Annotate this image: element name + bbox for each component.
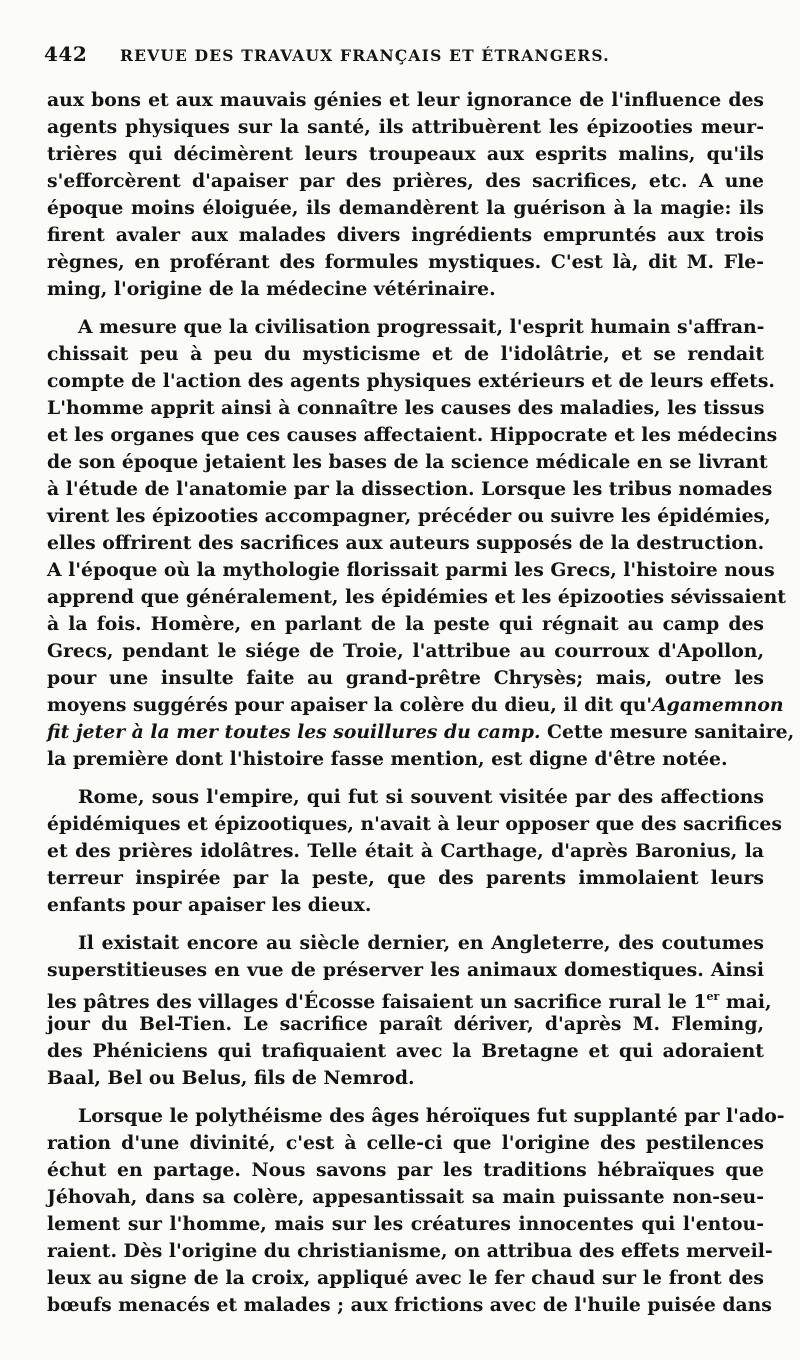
italic-name-agamemnon: Agamemnon: [652, 694, 784, 716]
text-line: lement sur l'homme, mais sur les créatures innocentes qui l'entou-: [47, 1213, 764, 1235]
text-line: échut en partage. Nous savons par les traditions hébraïques que: [47, 1159, 764, 1181]
text-line: [47, 719, 795, 745]
text-line: Jéhovah, dans sa colère, appesantissait sa main puissante non-seu-: [47, 1186, 764, 1208]
text-line: firent avaler aux malades divers ingrédients empruntés aux trois: [47, 224, 764, 246]
text-line: à l'étude de l'anatomie par la dissection. Lorsque les tribus nomades: [47, 478, 773, 500]
text-line: agents physiques sur la santé, ils attribuèrent les épizooties meur-: [47, 116, 764, 138]
text-segment: les pâtres des villages d'Écosse faisaient un sacrifice rural le 1: [47, 991, 707, 1013]
text-line: terreur inspirée par la peste, que des parents immolaient leurs: [47, 867, 764, 889]
text-line: Grecs, pendant le siége de Troie, l'attribue au courroux d'Apollon,: [47, 640, 764, 662]
text-line: des Phéniciens qui trafiquaient avec la Bretagne et qui adoraient: [47, 1040, 764, 1062]
text-line: superstitieuses en vue de préserver les animaux domestiques. Ainsi: [47, 959, 764, 981]
text-line: règnes, en proférant des formules mystiques. C'est là, dit M. Fle-: [47, 251, 764, 273]
text-line: Baal, Bel ou Belus, fils de Nemrod.: [47, 1067, 415, 1089]
text-line: enfants pour apaiser les dieux.: [47, 894, 372, 916]
text-line: Rome, sous l'empire, qui fut si souvent visitée par des affections: [78, 786, 764, 808]
text-line: s'efforcèrent d'apaiser par des prières, des sacrifices, etc. A une: [47, 170, 764, 192]
text-line: chissait peu à peu du mysticisme et de l'idolâtrie, et se rendait: [47, 343, 764, 365]
text-line: époque moins éloiguée, ils demandèrent la guérison à la magie: ils: [47, 197, 764, 219]
text-line: leux au signe de la croix, appliqué avec le fer chaud sur le front des: [47, 1267, 764, 1289]
text-line: la première dont l'histoire fasse mention, est digne d'être notée.: [47, 748, 728, 770]
text-segment: Cette mesure sanitaire,: [540, 721, 795, 743]
text-line: bœufs menacés et malades ; aux frictions avec de l'huile puisée dans: [47, 1294, 772, 1316]
text-line: L'homme apprit ainsi à connaître les causes des maladies, les tissus: [47, 397, 765, 419]
text-line: pour une insulte faite au grand-prêtre Chrysès; mais, outre les: [47, 667, 764, 689]
text-line: aux bons et aux mauvais génies et leur ignorance de l'influence des: [47, 89, 764, 111]
text-line: A l'époque où la mythologie florissait parmi les Grecs, l'histoire nous: [47, 559, 775, 581]
text-segment: mai,: [719, 991, 772, 1013]
superscript: er: [706, 990, 720, 1003]
text-line: et les organes que ces causes affectaient. Hippocrate et les médecins: [47, 424, 778, 446]
text-line: [47, 692, 784, 718]
text-line: et des prières idolâtres. Telle était à Carthage, d'après Baronius, la: [47, 840, 764, 862]
text-line: Lorsque le polythéisme des âges héroïques fut supplanté par l'ado-: [78, 1105, 785, 1127]
text-line: jour du Bel-Tien. Le sacrifice paraît dériver, d'après M. Fleming,: [47, 1013, 764, 1035]
text-line: apprend que généralement, les épidémies et les épizooties sévissaient: [47, 586, 786, 608]
text-line: trières qui décimèrent leurs troupeaux aux esprits malins, qu'ils: [47, 143, 764, 165]
text-line: de son époque jetaient les bases de la science médicale en se livrant: [47, 451, 768, 473]
text-line: [47, 984, 772, 1013]
text-line: virent les épizooties accompagner, précéder ou suivre les épidémies,: [47, 505, 771, 527]
text-line: raient. Dès l'origine du christianisme, on attribua des effets merveil-: [47, 1240, 773, 1262]
text-line: ming, l'origine de la médecine vétérinaire.: [47, 278, 496, 300]
running-title: REVUE DES TRAVAUX FRANÇAIS ET ÉTRANGERS.: [120, 46, 610, 65]
page-number: 442: [44, 42, 88, 66]
text-line: elles offrirent des sacrifices aux auteurs supposés de la destruction.: [47, 532, 765, 554]
text-line: compte de l'action des agents physiques extérieurs et de leurs effets.: [47, 370, 775, 392]
text-line: A mesure que la civilisation progressait, l'esprit humain s'affran-: [78, 316, 765, 338]
text-line: à la fois. Homère, en parlant de la peste qui régnait au camp des: [47, 613, 764, 635]
text-line: ration d'une divinité, c'est à celle-ci que l'origine des pestilences: [47, 1132, 764, 1154]
italic-quote: fit jeter à la mer toutes les souillures du camp.: [47, 721, 541, 743]
text-line: épidémiques et épizootiques, n'avait à leur opposer que des sacrifices: [47, 813, 782, 835]
text-line: Il existait encore au siècle dernier, en Angleterre, des coutumes: [78, 932, 764, 954]
text-segment: moyens suggérés pour apaiser la colère du dieu, il dit qu': [47, 694, 653, 716]
